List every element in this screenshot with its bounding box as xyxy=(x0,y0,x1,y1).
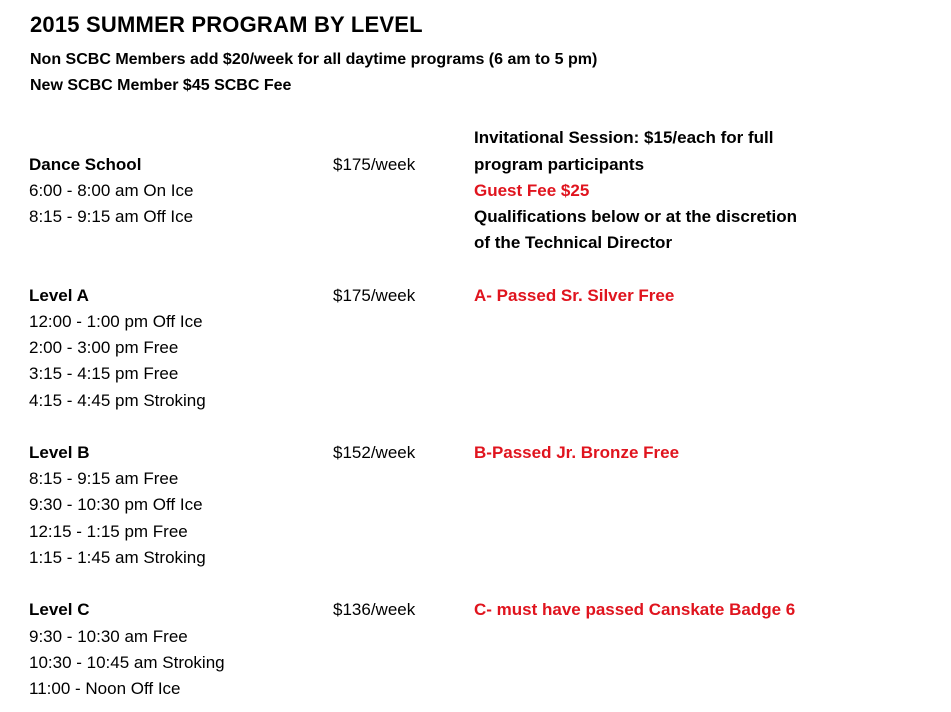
invitational-line3: Qualifications below or at the discretion xyxy=(474,207,798,226)
schedule-item: 1:15 - 1:45 am Stroking xyxy=(29,548,206,567)
invitational-line4: of the Technical Director xyxy=(474,233,673,252)
program-price-level-b: $152/week xyxy=(333,443,416,462)
page-title: 2015 SUMMER PROGRAM BY LEVEL xyxy=(30,12,423,37)
program-price-level-c: $136/week xyxy=(333,600,416,619)
program-name-level-c: Level C xyxy=(29,600,90,619)
schedule-item: 12:00 - 1:00 pm Off Ice xyxy=(29,312,203,331)
qualification-level-a: A- Passed Sr. Silver Free xyxy=(474,286,675,305)
schedule-item: 8:15 - 9:15 am Off Ice xyxy=(29,207,194,226)
note-new-member: New SCBC Member $45 SCBC Fee xyxy=(30,77,292,94)
program-name-level-a: Level A xyxy=(29,286,89,305)
schedule-item: 9:30 - 10:30 pm Off Ice xyxy=(29,495,203,514)
invitational-line1: Invitational Session: $15/each for full xyxy=(474,128,774,147)
guest-fee: Guest Fee $25 xyxy=(474,181,590,200)
schedule-item: 11:00 - Noon Off Ice xyxy=(29,679,181,698)
schedule-item: 9:30 - 10:30 am Free xyxy=(29,627,188,646)
schedule-item: 4:15 - 4:45 pm Stroking xyxy=(29,391,206,410)
program-price-dance-school: $175/week xyxy=(333,155,416,174)
invitational-line2: program participants xyxy=(474,155,645,174)
program-name-dance-school: Dance School xyxy=(29,155,142,174)
qualification-level-b: B-Passed Jr. Bronze Free xyxy=(474,443,680,462)
qualification-level-c: C- must have passed Canskate Badge 6 xyxy=(474,600,796,619)
program-price-level-a: $175/week xyxy=(333,286,416,305)
schedule-item: 3:15 - 4:15 pm Free xyxy=(29,364,179,383)
schedule-item: 6:00 - 8:00 am On Ice xyxy=(29,181,194,200)
schedule-item: 8:15 - 9:15 am Free xyxy=(29,469,179,488)
schedule-item: 2:00 - 3:00 pm Free xyxy=(29,338,179,357)
program-name-level-b: Level B xyxy=(29,443,90,462)
note-non-member: Non SCBC Members add $20/week for all daytime programs (6 am to 5 pm) xyxy=(30,51,598,68)
schedule-item: 10:30 - 10:45 am Stroking xyxy=(29,653,225,672)
schedule-item: 12:15 - 1:15 pm Free xyxy=(29,522,188,541)
